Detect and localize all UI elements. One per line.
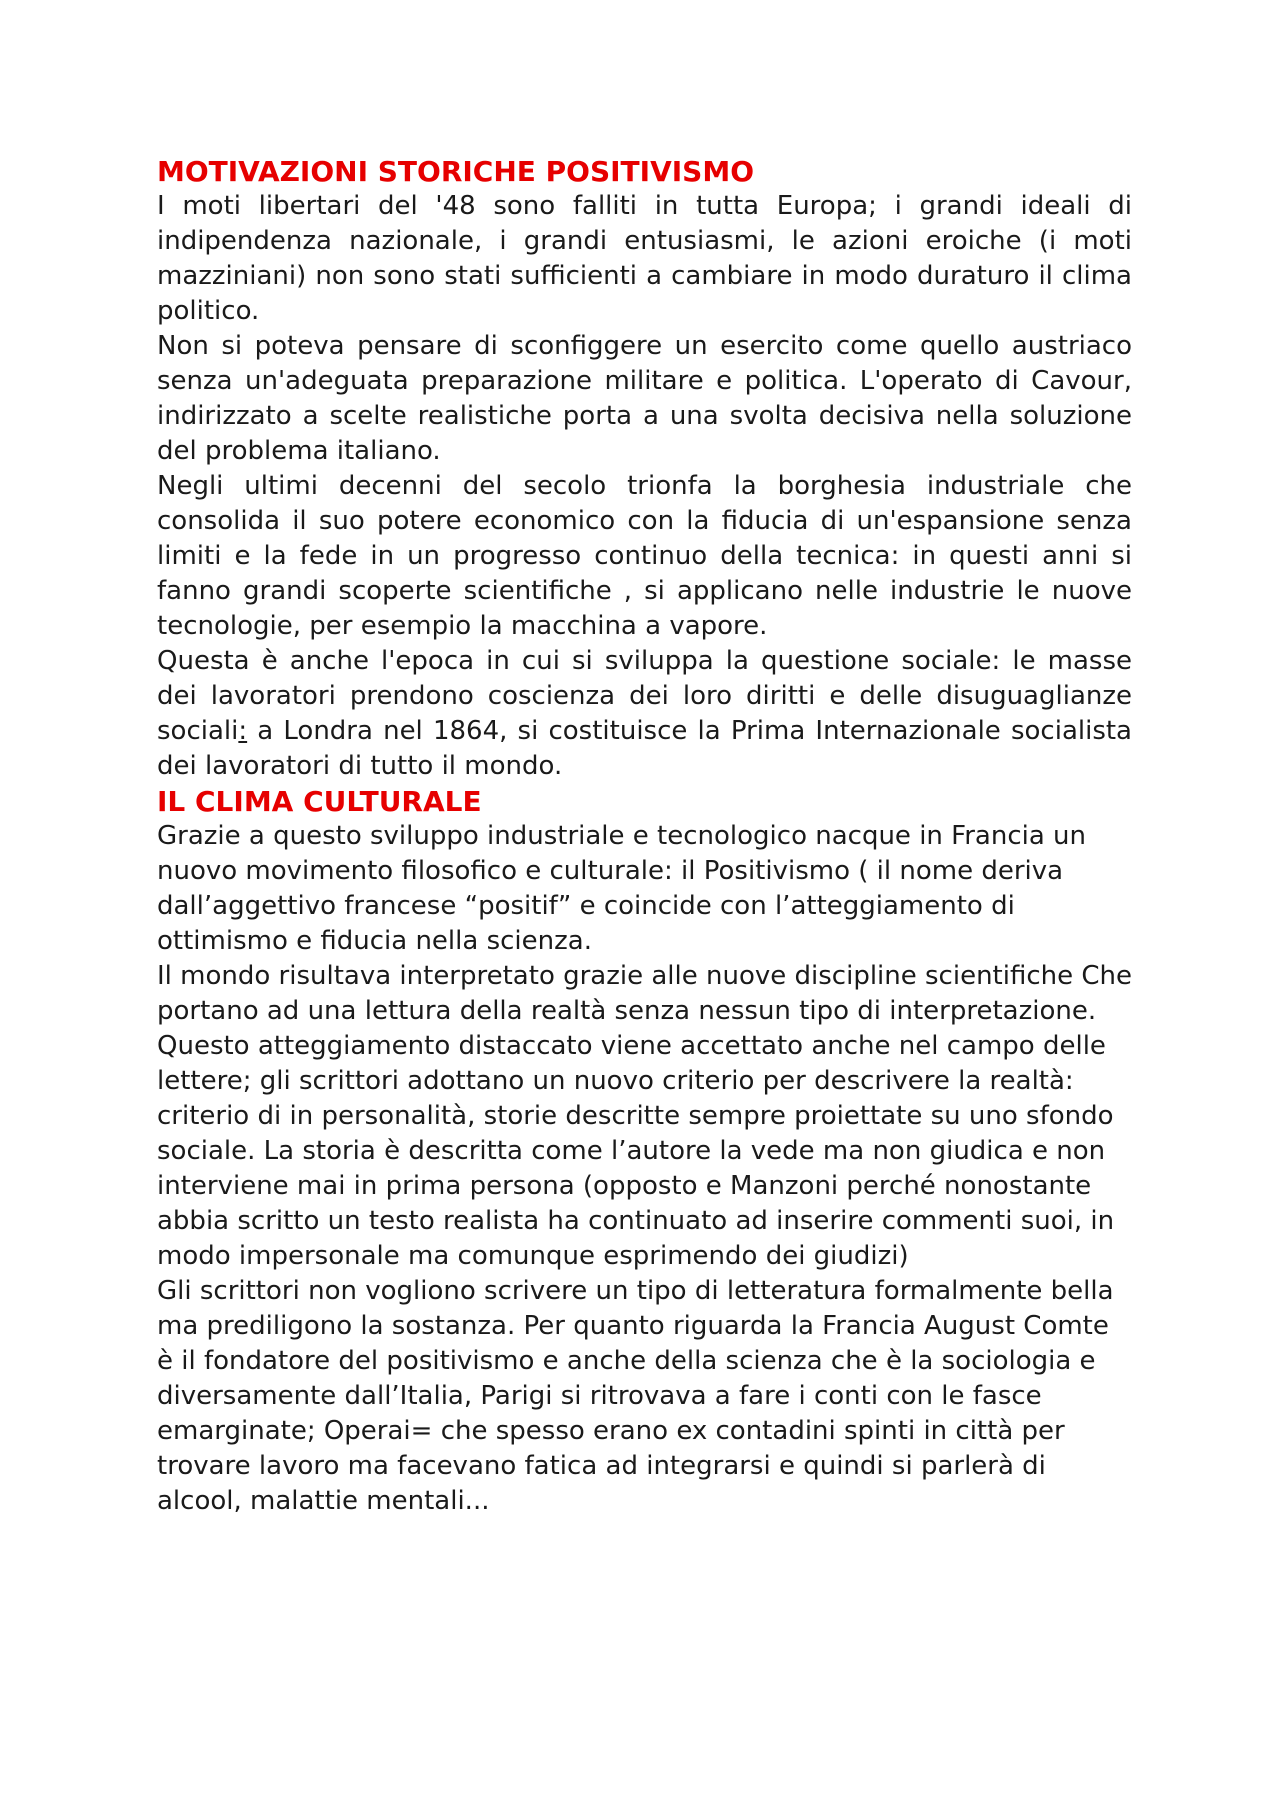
paragraph-text: a Londra nel 1864, si costituisce la Prima Internazionale socialista dei lavoratori di tutto il mondo. bbox=[157, 716, 1132, 781]
paragraph: I moti libertari del '48 sono falliti in tutta Europa; i grandi ideali di indipendenza nazionale, i grandi entusiasmi, le azioni eroiche (i moti mazziniani) non sono stati sufficienti a cambiare in modo duraturo il clima politico. bbox=[157, 191, 1132, 326]
paragraph: Non si poteva pensare di sconfiggere un esercito come quello austriaco senza un'adeguata preparazione militare e politica. L'operato di Cavour, indirizzato a scelte realistiche porta a una svolta decisiva nella soluzione del problema italiano. bbox=[157, 331, 1132, 466]
section-title-clima-culturale: IL CLIMA CULTURALE bbox=[157, 785, 482, 818]
document-page bbox=[157, 154, 1132, 1519]
section-title-motivazioni: MOTIVAZIONI STORICHE POSITIVISMO bbox=[157, 155, 754, 188]
underlined-colon: : bbox=[238, 716, 248, 746]
paragraph: Il mondo risultava interpretato grazie alle nuove discipline scientifiche Che portano ad una lettura della realtà senza nessun tipo di interpretazione. Questo atteggiamento distaccato viene accettato anche nel campo delle lettere; gli scrittori adottano un nuovo criterio per descrivere la realtà: criterio di in personalità, storie descritte sempre proiettate su uno sfondo sociale. La storia è descritta come l’autore la vede ma non giudica e non interviene mai in prima persona (opposto e Manzoni perché nonostante abbia scritto un testo realista ha continuato ad inserire commenti suoi, in modo impersonale ma comunque esprimendo dei giudizi) bbox=[157, 961, 1132, 1271]
paragraph: Negli ultimi decenni del secolo trionfa la borghesia industriale che consolida il suo potere economico con la fiducia di un'espansione senza limiti e la fede in un progresso continuo della tecnica: in questi anni si fanno grandi scoperte scientifiche , si applicano nelle industrie le nuove tecnologie, per esempio la macchina a vapore. bbox=[157, 471, 1132, 641]
paragraph: Gli scrittori non vogliono scrivere un tipo di letteratura formalmente bella ma prediligono la sostanza. Per quanto riguarda la Francia August Comte è il fondatore del positivismo e anche della scienza che è la sociologia e diversamente dall’Italia, Parigi si ritrovava a fare i conti con le fasce emarginate; Operai= che spesso erano ex contadini spinti in città per trovare lavoro ma facevano fatica ad integrarsi e quindi si parlerà di alcool, malattie mentali... bbox=[157, 1276, 1114, 1516]
paragraph: Grazie a questo sviluppo industriale e tecnologico nacque in Francia un nuovo movimento filosofico e culturale: il Positivismo ( il nome deriva dall’aggettivo francese “positif” e coincide con l’atteggiamento di ottimismo e fiducia nella scienza. bbox=[157, 821, 1086, 956]
paragraph bbox=[157, 644, 1132, 784]
paragraph-text: Questa è anche l'epoca in cui si sviluppa la questione sociale: le masse dei lavoratori prendono coscienza dei loro diritti e delle disuguaglianze sociali bbox=[157, 646, 1132, 746]
